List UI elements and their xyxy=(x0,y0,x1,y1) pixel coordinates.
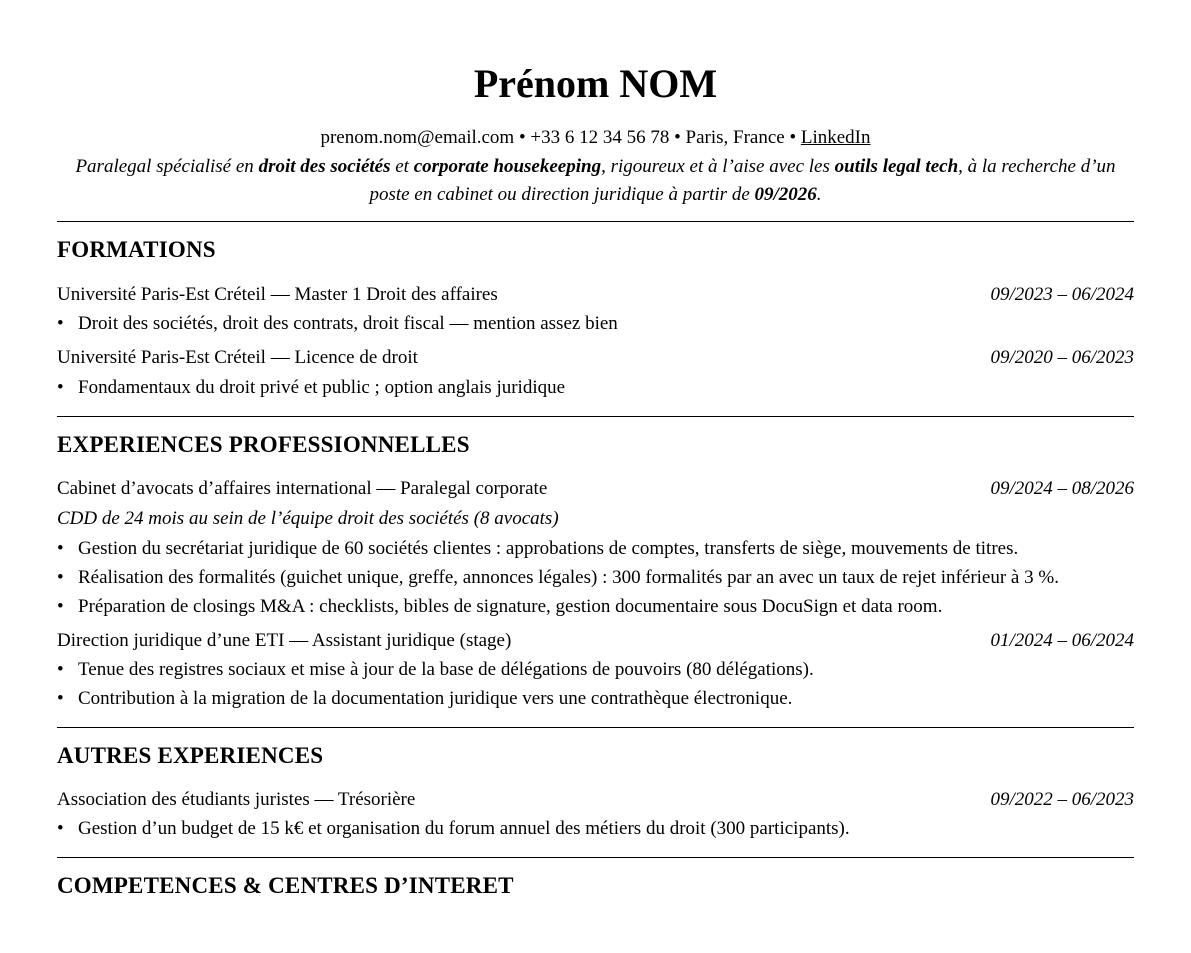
entry-header xyxy=(57,283,1134,307)
section-title-autres: AUTRES EXPERIENCES xyxy=(57,743,324,768)
summary-highlight: corporate housekeeping xyxy=(413,156,602,177)
entry-header xyxy=(57,477,1134,501)
bullet-item: • Préparation de closings M&A : checklists, bibles de signature, gestion documentaire sous DocuSign et data room. xyxy=(57,592,1134,621)
section-divider xyxy=(57,857,1134,858)
contact-line xyxy=(57,126,1134,150)
candidate-name: Prénom NOM xyxy=(473,61,718,106)
summary-text: Paralegal spécialisé en xyxy=(75,156,259,177)
entry-title: Cabinet d’avocats d’affaires international — Paralegal corporate xyxy=(57,478,548,499)
bullet-list xyxy=(57,534,1134,621)
summary-text: et xyxy=(390,156,414,177)
bullet-list xyxy=(57,309,1134,338)
summary-highlight: 09/2026 xyxy=(754,184,817,205)
bullet-item: • Contribution à la migration de la documentation juridique vers une contrathèque électronique. xyxy=(57,684,1134,713)
bullet-item: • Tenue des registres sociaux et mise à jour de la base de délégations de pouvoirs (80 délégations). xyxy=(57,655,1134,684)
bullet-item: • Réalisation des formalités (guichet unique, greffe, annonces légales) : 300 formalités par an avec un taux de rejet inférieur à 3 %. xyxy=(57,563,1134,592)
entry-dates: 09/2023 – 06/2024 xyxy=(990,284,1134,305)
separator: • xyxy=(669,127,686,148)
separator: • xyxy=(784,127,801,148)
entry-title: Université Paris-Est Créteil — Master 1 Droit des affaires xyxy=(57,284,498,305)
bullet-item: • Gestion d’un budget de 15 k€ et organisation du forum annuel des métiers du droit (300 participants). xyxy=(57,814,1134,843)
entry-title: Association des étudiants juristes — Trésorière xyxy=(57,789,416,810)
entry-header xyxy=(57,788,1134,812)
section-title-competences: COMPETENCES & CENTRES D’INTERET xyxy=(57,873,514,898)
bullet-list xyxy=(57,814,1134,843)
separator: • xyxy=(514,127,531,148)
summary-text: , rigoureux et à l’aise avec les xyxy=(601,156,835,177)
entry-subtitle: CDD de 24 mois au sein de l’équipe droit des sociétés (8 avocats) xyxy=(57,508,559,529)
section-title-experiences: EXPERIENCES PROFESSIONNELLES xyxy=(57,432,470,457)
entry-dates: 09/2024 – 08/2026 xyxy=(990,478,1134,499)
entry-header xyxy=(57,629,1134,653)
linkedin-link[interactable]: LinkedIn xyxy=(800,127,871,148)
phone-text: +33 6 12 34 56 78 xyxy=(530,127,670,148)
email-text: prenom.nom@email.com xyxy=(320,127,515,148)
section-title-formations: FORMATIONS xyxy=(57,237,216,262)
bullet-list xyxy=(57,373,1134,402)
location-text: Paris, France xyxy=(685,127,785,148)
resume-page xyxy=(57,0,1134,900)
entry-title: Université Paris-Est Créteil — Licence de droit xyxy=(57,347,418,368)
bullet-list xyxy=(57,655,1134,713)
bullet-item: • Fondamentaux du droit privé et public ; option anglais juridique xyxy=(57,373,1134,402)
entry-title: Direction juridique d’une ETI — Assistant juridique (stage) xyxy=(57,630,512,651)
summary-highlight: droit des sociétés xyxy=(258,156,391,177)
section-divider xyxy=(57,221,1134,222)
section-divider xyxy=(57,727,1134,728)
entry-dates: 09/2022 – 06/2023 xyxy=(990,789,1134,810)
summary-highlight: outils legal tech xyxy=(834,156,959,177)
section-divider xyxy=(57,416,1134,417)
bullet-item: • Droit des sociétés, droit des contrats, droit fiscal — mention assez bien xyxy=(57,309,1134,338)
profile-summary xyxy=(63,153,1128,209)
entry-dates: 01/2024 – 06/2024 xyxy=(990,630,1134,651)
entry-dates: 09/2020 – 06/2023 xyxy=(990,347,1134,368)
bullet-item: • Gestion du secrétariat juridique de 60 sociétés clientes : approbations de comptes, transferts de siège, mouvements de titres. xyxy=(57,534,1134,563)
summary-text: , à la recherche d’un poste en cabinet ou direction juridique à partir de xyxy=(369,156,1116,205)
entry-header xyxy=(57,346,1134,370)
summary-text: . xyxy=(816,184,822,205)
